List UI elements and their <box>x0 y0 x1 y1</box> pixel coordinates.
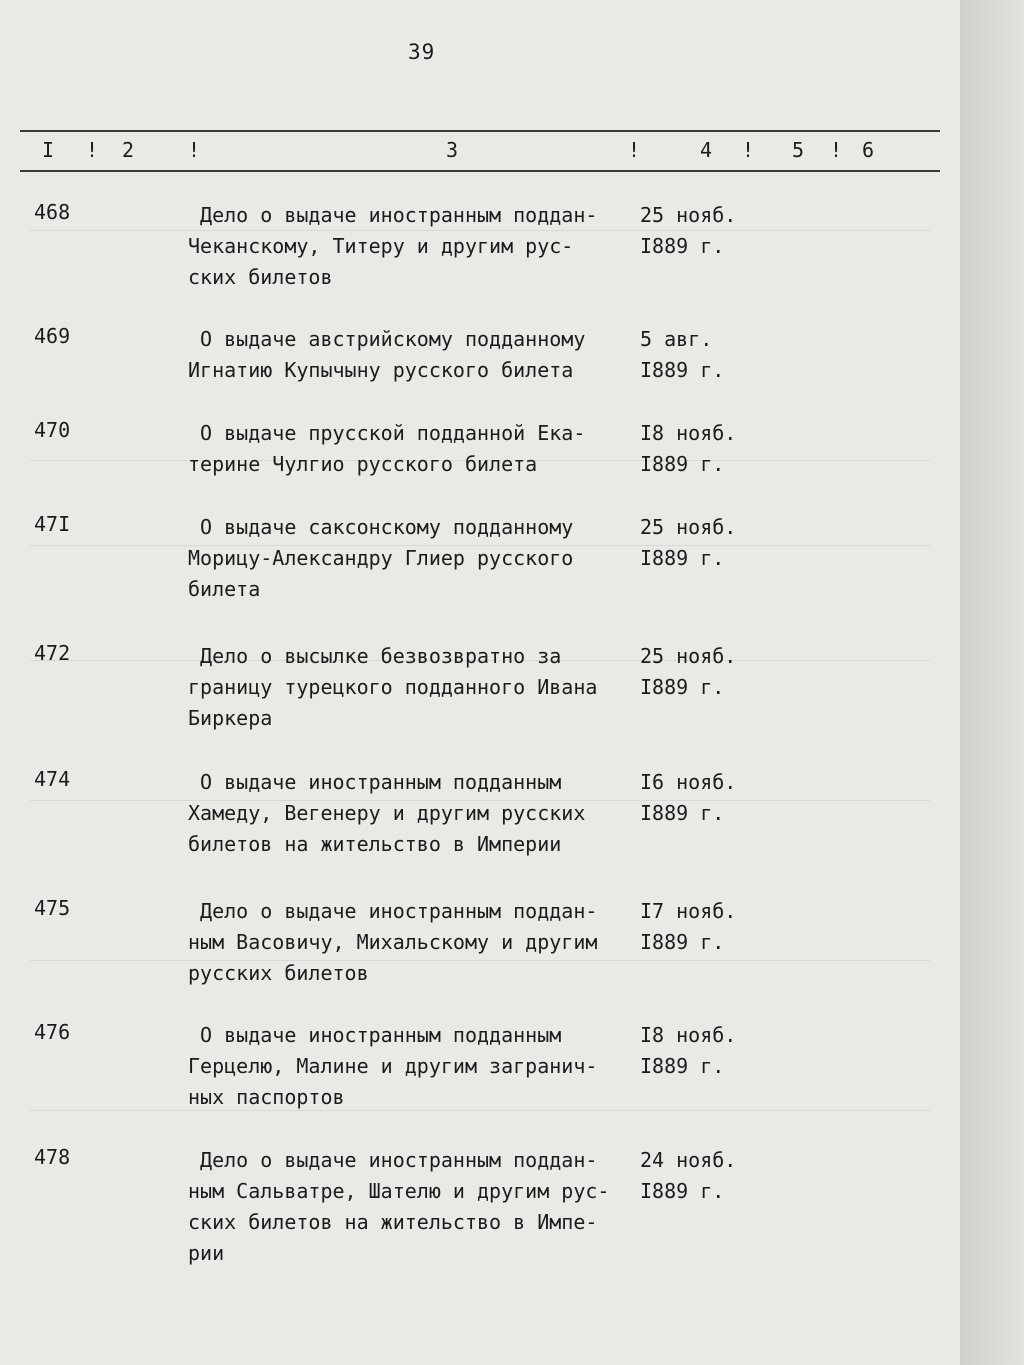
column-header-2: 2 <box>122 138 135 162</box>
table-header-bottom-rule <box>20 170 940 172</box>
column-separator: ! <box>628 138 641 162</box>
table-header-top-rule <box>20 130 940 132</box>
entry-number: 472 <box>34 641 71 665</box>
entry-date: I8 нояб. I889 г. <box>640 1023 737 1078</box>
entry-date: I7 нояб. I889 г. <box>640 899 737 954</box>
entry-date: 25 нояб. I889 г. <box>640 644 737 699</box>
entry-date: 24 нояб. I889 г. <box>640 1148 737 1203</box>
column-separator: ! <box>188 138 201 162</box>
column-separator: ! <box>830 138 843 162</box>
entry-description: О выдаче прусской подданной Ека- терине Чулгио русского билета <box>188 421 586 476</box>
column-header-1: I <box>42 138 55 162</box>
entry-description: Дело о выдаче иностранным поддан- ным Васовичу, Михальскому и другим русских билетов <box>188 899 598 985</box>
entry-number: 478 <box>34 1145 71 1169</box>
entry-date: I6 нояб. I889 г. <box>640 770 737 825</box>
entry-number: 47I <box>34 512 71 536</box>
entry-number: 468 <box>34 200 71 224</box>
entry-date: 25 нояб. I889 г. <box>640 515 737 570</box>
entry-description: О выдаче иностранным подданным Герцелю, Малине и другим загранич- ных паспортов <box>188 1023 598 1109</box>
entry-number: 470 <box>34 418 71 442</box>
column-separator: ! <box>742 138 755 162</box>
entry-description: О выдаче саксонскому подданному Морицу-Александру Глиер русского билета <box>188 515 574 601</box>
entry-date: I8 нояб. I889 г. <box>640 421 737 476</box>
page-number: 39 <box>408 40 436 64</box>
column-header-6: 6 <box>862 138 875 162</box>
entry-date: 5 авг. I889 г. <box>640 327 725 382</box>
entry-number: 475 <box>34 896 71 920</box>
page-edge <box>960 0 1024 1365</box>
entry-description: Дело о выдаче иностранным поддан- ным Сальватре, Шателю и другим рус- ских билетов на жительство в Импе- рии <box>188 1148 610 1265</box>
entry-number: 476 <box>34 1020 71 1044</box>
entry-description: Дело о выдаче иностранным поддан- Чеканскому, Титеру и другим рус- ских билетов <box>188 203 598 289</box>
entry-number: 469 <box>34 324 71 348</box>
column-header-3: 3 <box>446 138 459 162</box>
column-header-4: 4 <box>700 138 713 162</box>
column-header-5: 5 <box>792 138 805 162</box>
entry-description: О выдаче австрийскому подданному Игнатию Купычыну русского билета <box>188 327 586 382</box>
entry-description: Дело о высылке безвозвратно за границу турецкого подданного Ивана Биркера <box>188 644 598 730</box>
entry-description: О выдаче иностранным подданным Хамеду, Вегенеру и другим русских билетов на жительство в Империи <box>188 770 586 856</box>
entry-date: 25 нояб. I889 г. <box>640 203 737 258</box>
column-separator: ! <box>86 138 99 162</box>
entry-number: 474 <box>34 767 71 791</box>
